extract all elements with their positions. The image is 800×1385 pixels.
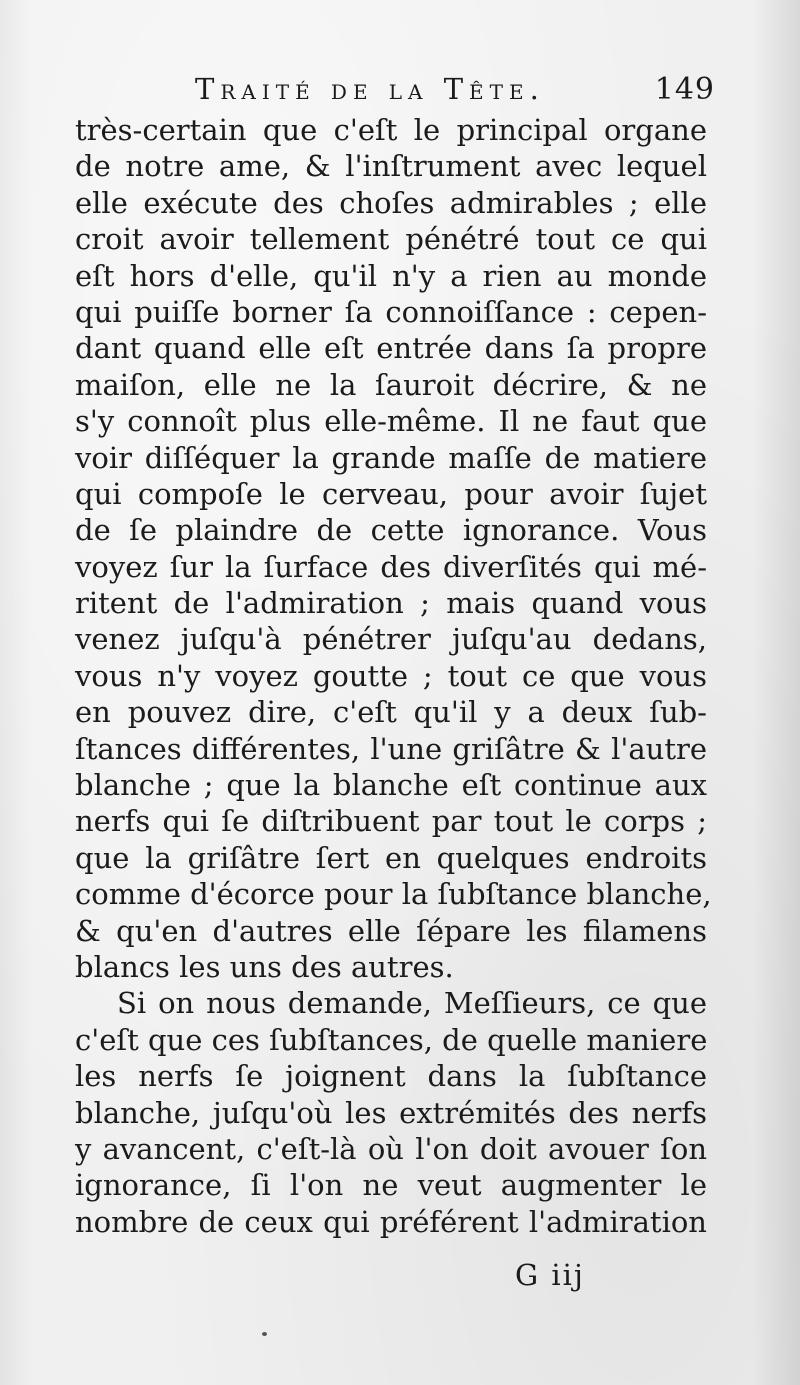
text-line: blanche, juſqu'où les extrémités des nerfs	[75, 1095, 707, 1130]
text-line: voyez ſur la ſurface des diverſités qui mé-	[75, 549, 707, 584]
text-line: très-certain que c'eſt le principal organe	[75, 113, 707, 147]
text-line: de notre ame, & l'inſtrument avec lequel	[75, 149, 707, 184]
body-text	[75, 112, 712, 1240]
text-line: eſt hors d'elle, qu'il n'y a rien au monde	[75, 258, 707, 293]
text-line: qui puiſſe borner ſa connoiſſance : cepen-	[75, 294, 707, 329]
text-line: croit avoir tellement pénétré tout ce qui	[75, 222, 707, 257]
text-line: en pouvez dire, c'eſt qu'il y a deux ſub-	[75, 695, 707, 730]
text-line: nombre de ceux qui préférent l'admiration	[75, 1204, 707, 1239]
text-line: les nerfs ſe joignent dans la ſubſtance	[75, 1059, 707, 1094]
text-line: ignorance, ſi l'on ne veut augmenter le	[75, 1168, 707, 1203]
ink-speck	[262, 1332, 267, 1336]
signature-mark: G iij	[515, 1258, 585, 1292]
text-line: y avancent, c'eſt-là où l'on doit avouer ſon	[75, 1131, 707, 1166]
paragraph-start-line: Si on nous demande, Meſſieurs, ce que	[117, 986, 707, 1021]
text-line: de ſe plaindre de cette ignorance. Vous	[75, 513, 707, 548]
text-line: ſtances différentes, l'une griſâtre & l'autre	[75, 731, 707, 766]
text-line: venez juſqu'à pénétrer juſqu'au dedans,	[75, 622, 707, 657]
text-line: comme d'écorce pour la ſubſtance blanche,	[75, 877, 712, 912]
text-line: vous n'y voyez goutte ; tout ce que vous	[75, 658, 707, 693]
text-line: voir diſſéquer la grande maſſe de matiere	[75, 440, 707, 475]
text-line: & qu'en d'autres elle ſépare les filamens	[75, 913, 707, 948]
text-line: blanche ; que la blanche eſt continue aux	[75, 768, 707, 803]
paragraph-end-line: blancs les uns des autres.	[75, 949, 454, 984]
text-line: qui compoſe le cerveau, pour avoir ſujet	[75, 476, 707, 511]
text-line: maiſon, elle ne la ſauroit décrire, & ne	[75, 367, 707, 402]
page-header	[195, 72, 715, 112]
page-number: 149	[654, 72, 715, 107]
text-line: s'y connoît plus elle-même. Il ne faut que	[75, 404, 707, 439]
text-line: ritent de l'admiration ; mais quand vous	[75, 586, 707, 621]
text-line: c'eſt que ces ſubſtances, de quelle maniere	[75, 1022, 708, 1057]
text-line: elle exécute des choſes admirables ; elle	[75, 185, 707, 220]
text-line: dant quand elle eſt entrée dans ſa propre	[75, 331, 707, 366]
text-line: que la griſâtre ſert en quelques endroits	[75, 840, 707, 875]
running-title: Traité de la Tête.	[195, 72, 545, 106]
text-line: nerfs qui ſe diſtribuent par tout le corps ;	[75, 804, 707, 839]
